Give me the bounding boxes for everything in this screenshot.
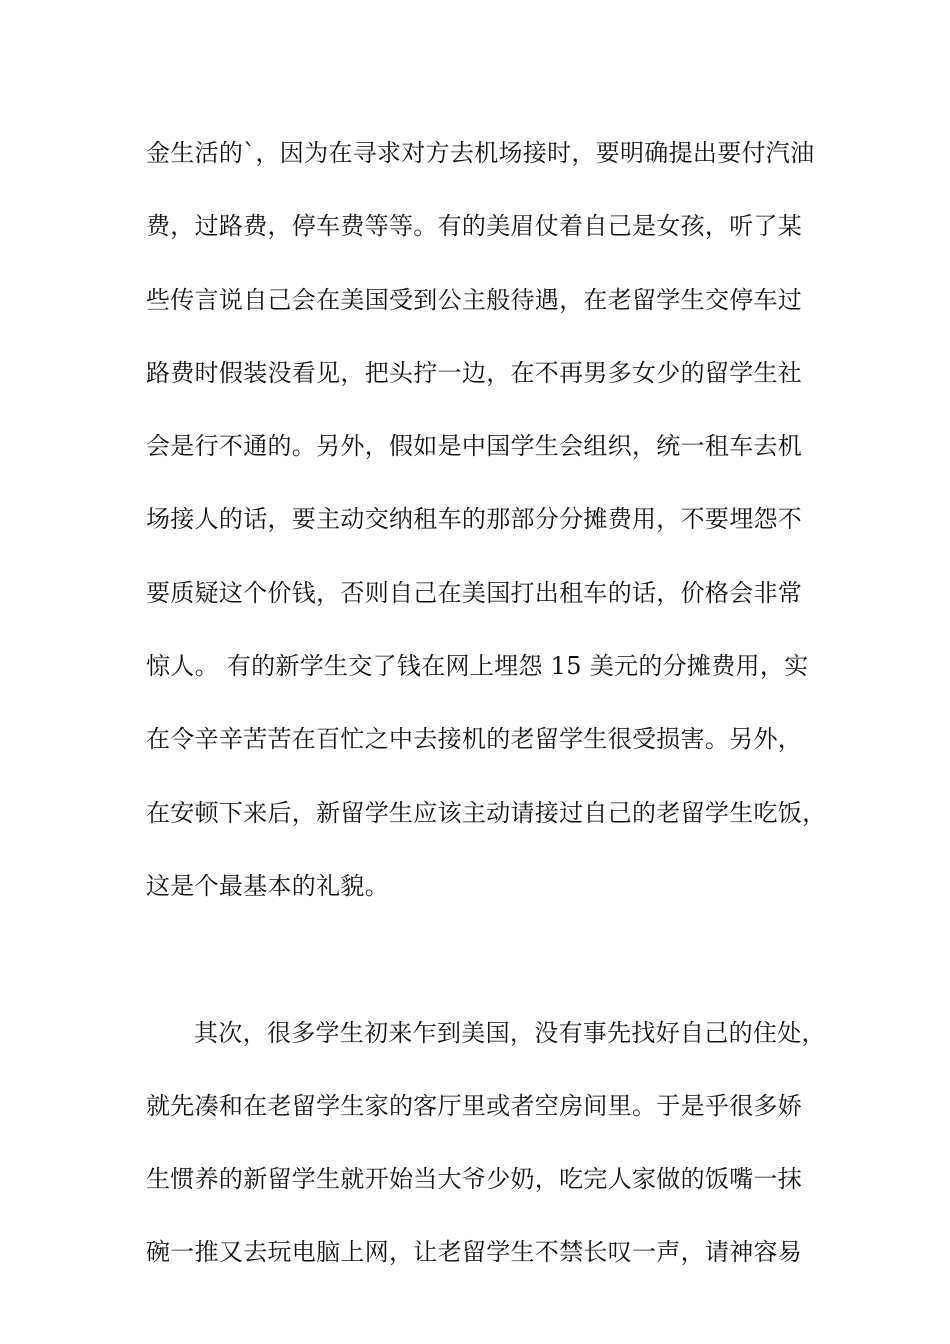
paragraph-gap (146, 933, 846, 1006)
text-line: 就先凑和在老留学生家的客厅里或者空房间里。于是乎很多娇 (146, 1091, 803, 1120)
text-line: 惊人。 有的新学生交了钱在网上埋怨 15 美元的分摊费用，实 (146, 652, 809, 681)
text-line: 会是行不通的。另外，假如是中国学生会组织，统一租车去机 (146, 432, 803, 461)
text-line: 路费时假装没看见，把头拧一边，在不再男多女少的留学生社 (146, 358, 803, 387)
text-line: 生惯养的新留学生就开始当大爷少奶，吃完人家做的饭嘴一抹 (146, 1165, 803, 1194)
text-line: 在令辛辛苦苦在百忙之中去接机的老留学生很受损害。另外， (146, 725, 803, 754)
text-line-indented: 其次，很多学生初来乍到美国，没有事先找好自己的住处， (194, 1018, 826, 1047)
text-line: 在安顿下来后，新留学生应该主动请接过自己的老留学生吃饭， (146, 798, 827, 827)
text-line: 要质疑这个价钱，否则自己在美国打出租车的话，价格会非常 (146, 578, 803, 607)
text-line: 场接人的话，要主动交纳租车的那部分分摊费用，不要埋怨不 (146, 505, 803, 534)
text-line: 些传言说自己会在美国受到公主般待遇，在老留学生交停车过 (146, 285, 803, 314)
text-line: 碗一推又去玩电脑上网，让老留学生不禁长叹一声，请神容易 (146, 1238, 803, 1267)
text-line: 这是个最基本的礼貌。 (146, 871, 389, 900)
body-text (146, 127, 846, 1300)
text-line: 费，过路费，停车费等等。有的美眉仗着自己是女孩，听了某 (146, 212, 803, 241)
text-line: 金生活的`，因为在寻求对方去机场接时，要明确提出要付汽油 (146, 139, 815, 167)
